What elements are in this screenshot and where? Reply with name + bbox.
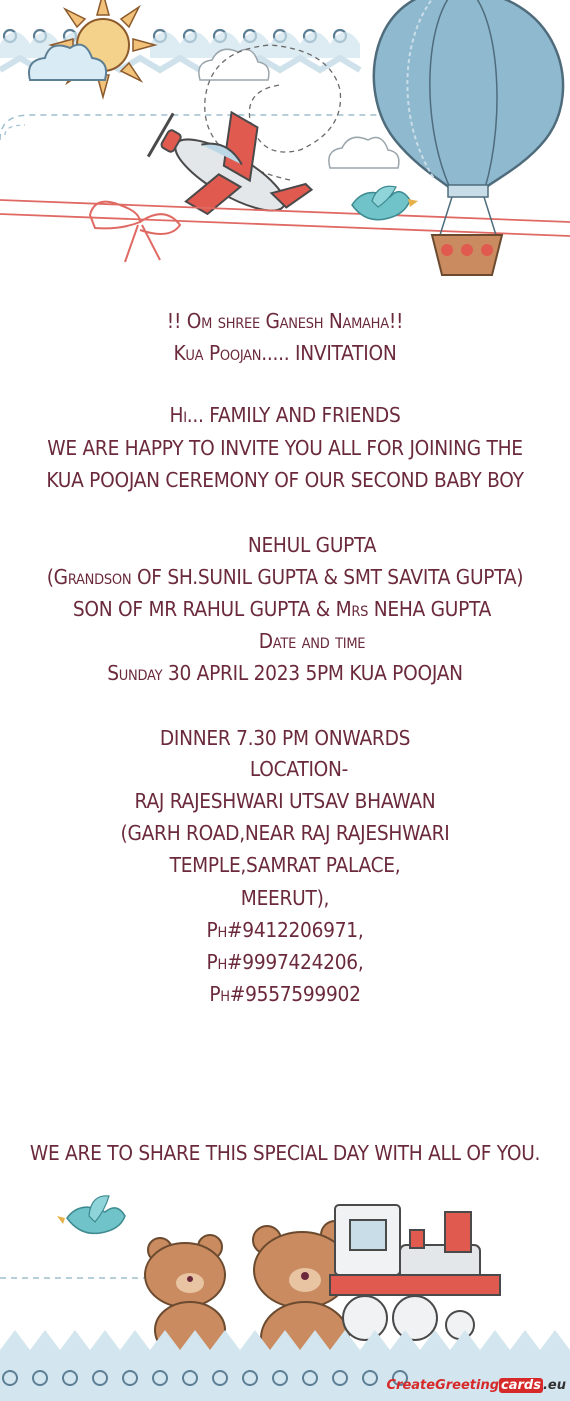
address-line-3: MEERUT), xyxy=(240,886,330,910)
airplane-icon xyxy=(138,87,325,253)
brand-logo[interactable] xyxy=(387,1378,566,1393)
event-datetime: Sunday 30 APRIL 2023 5PM KUA POOJAN xyxy=(107,661,463,685)
bird-icon xyxy=(57,1196,125,1234)
phone-1: Ph#9412206971, xyxy=(206,918,364,942)
invite-message-line-2: KUA POOJAN CEREMONY OF OUR SECOND BABY BOY xyxy=(46,468,524,492)
brand-part-3: .eu xyxy=(542,1378,566,1393)
grandparents-line: (Grandson OF SH.SUNIL GUPTA & SMT SAVITA GUPTA) xyxy=(46,565,524,589)
greeting-line: !! Om shree Ganesh Namaha!! xyxy=(166,309,404,333)
bird-icon xyxy=(352,186,418,219)
dinner-time: DINNER 7.30 PM ONWARDS xyxy=(159,726,411,750)
salutation-line: Hi... FAMILY AND FRIENDS xyxy=(169,403,401,427)
address-line-1: (GARH ROAD,NEAR RAJ RAJESHWARI xyxy=(120,821,450,845)
venue-name: RAJ RAJESHWARI UTSAV BHAWAN xyxy=(134,789,436,813)
toy-train-icon xyxy=(330,1205,500,1340)
brand-part-2: cards xyxy=(501,1378,541,1393)
baby-name: NEHUL GUPTA xyxy=(247,533,377,557)
invite-message-line-1: WE ARE HAPPY TO INVITE YOU ALL FOR JOINING THE xyxy=(47,436,523,460)
date-time-heading: Date and time xyxy=(258,629,366,653)
phone-3: Ph#9557599902 xyxy=(209,982,361,1006)
phone-2: Ph#9997424206, xyxy=(206,950,364,974)
closing-message: WE ARE TO SHARE THIS SPECIAL DAY WITH ALL OF YOU. xyxy=(29,1141,541,1165)
location-heading: LOCATION- xyxy=(249,757,349,781)
invitation-title: Kua Poojan..... INVITATION xyxy=(173,341,397,365)
brand-part-1: CreateGreeting xyxy=(386,1378,500,1393)
parents-line: SON OF MR RAHUL GUPTA & Mrs NEHA GUPTA xyxy=(72,597,492,621)
address-line-2: TEMPLE,SAMRAT PALACE, xyxy=(169,853,401,877)
